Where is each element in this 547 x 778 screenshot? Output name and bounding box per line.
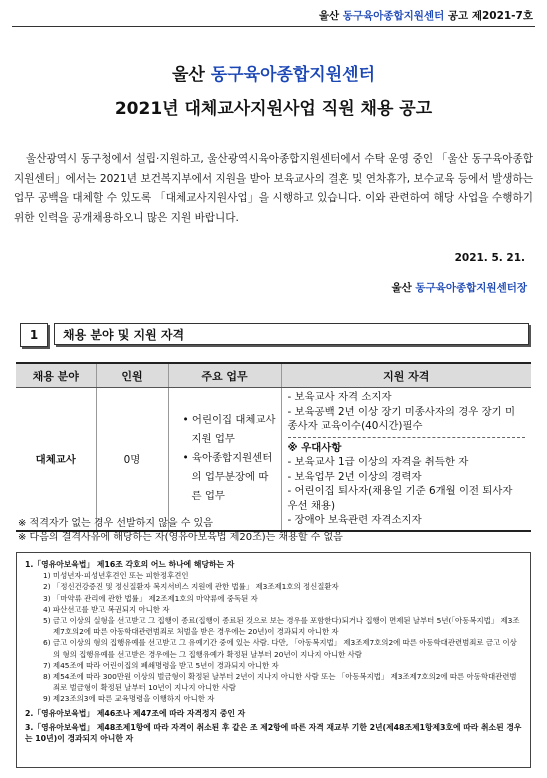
legal-heading: 1.「영유아보육법」 제16조 각호의 어느 하나에 해당하는 자 [25,560,235,569]
notice-prefix: 울산 [318,10,343,22]
legal-item: 8) 제54조에 따라 300만원 이상의 벌금형이 확정된 날부터 2년이 지나지 아니한 사람 또는 「아동복지법」 제3조제7호의2에 따른 아동학대관련범죄로 벌금형이 확정된 날부터 10년이 지나지 아니한 사람 [43,672,517,693]
cell-duties [168,388,281,531]
section-number: 1 [20,323,48,347]
intro-paragraph: 울산광역시 동구청에서 설립·지원하고, 울산광역시육아종합지원센터에서 수탁 운영 중인 「울산 동구육아종합지원센터」에서는 2021년 보건복지부에서 지원을 받아 보육교사의 결혼 및 연차휴가, 보수교육 등에서 발생하는 업무 공백을 대체할 수 있도록 「대체교사지원사업」을 시행하고 있습니다. 이와 관련하여 해당 사업을 수행하기 위한 인력을 공개채용하오니 많은 지원 바랍니다. [14,153,533,224]
header-qualifications: 지원 자격 [281,363,531,388]
signer-org: 동구육아종합지원센터장 [415,282,527,294]
cell-field: 대체교사 [16,388,96,531]
qualification-preferred [288,441,526,528]
preference-item: - 보육업무 2년 이상의 경력자 [287,470,422,483]
header-field: 채용 분야 [16,363,96,388]
preference-item: - 어린이집 퇴사자(채용일 기준 6개월 이전 퇴사자 우선 채용) [287,485,513,512]
duty-item: • 어린이집 대체교사 지원 업무 [182,414,276,446]
legal-item: 1) 미성년자·피성년후견인 또는 피한정후견인 [43,571,189,581]
disqualification-box [16,552,531,768]
notice-date: 2021. 5. 21. [454,252,525,264]
notice-suffix: 공고 제2021-7호 [444,10,533,22]
legal-heading: 3.「영유아보육법」 제48조제1항에 따라 자격이 취소된 후 같은 조 제2항에 따른 자격 재교부 기한 2년(제48조제1항제3호에 따라 취소된 경우는 10년)이 경과되지 아니한 자 [25,722,522,744]
legal-item: 4) 파산선고를 받고 복권되지 아니한 자 [43,604,170,614]
note-item: ※ 다음의 결격사유에 해당하는 자(영유아보육법 제20조)는 채용할 수 없음 [18,532,343,543]
qualification-required [288,390,526,438]
legal-item: 5) 금고 이상의 실형을 선고받고 그 집행이 종료(집행이 종료된 것으로 보는 경우를 포함한다)되거나 집행이 면제된 날부터 5년(「아동복지법」 제3조제7호의2에 따른 아동학대관련범죄로 처벌을 받은 경우에는 20년)이 경과되지 아니한 자 [43,616,520,637]
header-duties: 주요 업무 [168,363,281,388]
table-header-row [16,363,531,388]
legal-item: 9) 제23조의3에 따른 교육명령을 이행하지 아니한 자 [43,694,215,704]
preference-heading: ※ 우대사항 [287,441,342,454]
qualification-item: - 보육교사 자격 소지자 [287,391,392,403]
preference-item: - 보육교사 1급 이상의 자격을 취득한 자 [287,456,469,468]
notice-org: 동구육아종합지원센터 [342,10,445,22]
legal-item: 6) 금고 이상의 형의 집행유예를 선고받고 그 유예기간 중에 있는 사람. 다만, 「아동복지법」 제3조제7호의2에 따른 아동학대관련범죄로 금고 이상의 형의 집행유예를 선고받은 경우에는 그 집행유예가 확정된 날부터 20년이 지나지 아니한 사람 [43,638,517,659]
legal-item: 2) 「정신건강증진 및 정신질환자 복지서비스 지원에 관한 법률」 제3조제1호의 정신질환자 [43,582,339,592]
signer [391,280,527,295]
notes [18,517,343,545]
page-title: 2021년 대체교사지원사업 직원 채용 공고 [114,99,433,119]
section-heading [20,323,531,347]
header-divider [12,26,535,27]
legal-item: 3) 「마약류 관리에 관한 법률」 제2조제1호의 마약류에 중독된 자 [43,593,258,603]
org-title-region: 울산 [172,65,211,85]
legal-heading: 2.「영유아보육법」 제46조나 제47조에 따라 자격정지 중인 자 [25,708,246,718]
section-title: 채용 분야 및 지원 자격 [54,323,529,345]
legal-item: 7) 제45조에 따라 어린이집의 폐쇄명령을 받고 5년이 경과되지 아니한 자 [43,660,279,670]
cell-count: 0명 [96,388,168,531]
preference-item: - 장애아 보육관련 자격소지자 [287,514,422,526]
recruitment-table [16,362,531,532]
duty-item: • 육아종합지원센터의 업무분장에 따른 업무 [182,452,273,503]
org-title [0,60,547,85]
header-count: 인원 [96,363,168,388]
signer-region: 울산 [391,282,416,294]
qualification-item: - 보육공백 2년 이상 장기 미종사자의 경우 장기 미종사자 교육이수(40시간)필수 [287,405,515,432]
org-title-name: 동구육아종합지원센터 [210,65,375,85]
note-item: ※ 적격자가 없는 경우 선발하지 않을 수 있음 [18,518,213,529]
table-row [16,388,531,531]
notice-number [319,8,533,23]
cell-qualifications [281,388,531,531]
